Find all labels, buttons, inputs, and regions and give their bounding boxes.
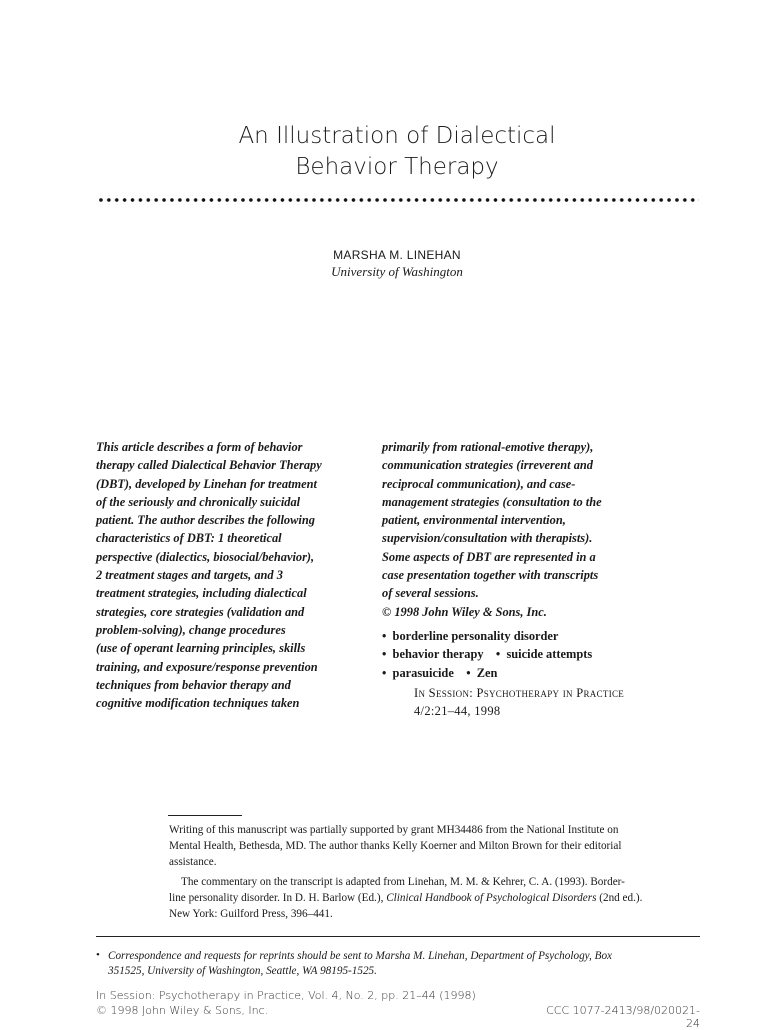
keyword-row [382, 645, 682, 663]
abstract-line: characteristics of DBT: 1 theoretical [96, 531, 282, 546]
keyword: parasuicide [392, 665, 454, 680]
abstract-line: training, and exposure/response prevention [96, 659, 318, 674]
abstract-line: communication strategies (irreverent and [382, 458, 593, 473]
keyword: borderline personality disorder [392, 629, 559, 643]
journal-name: In Session: Psychotherapy in Practice [414, 686, 625, 700]
footnote-block [169, 822, 709, 922]
footnote-book-title: Clinical Handbook of Psychological Disorders [386, 891, 597, 904]
footnote-line: assistance. [169, 856, 217, 869]
abstract-line: patient, environmental intervention, [382, 513, 566, 528]
footnote-text: (2nd ed.). [596, 891, 643, 904]
abstract-line: of several sessions. [382, 586, 479, 601]
article-title-line-1: An Illustration of Dialectical [238, 123, 556, 149]
keyword-row [382, 664, 682, 682]
abstract-line: primarily from rational-emotive therapy), [382, 440, 594, 454]
correspondence-rule [96, 936, 700, 937]
footer-ccc: CCC 1077-2413/98/020021-24 [546, 1004, 700, 1030]
abstract-copyright: © 1998 John Wiley & Sons, Inc. [382, 604, 547, 619]
keywords-list [382, 627, 682, 682]
footnote-line: Mental Health, Bethesda, MD. The author thanks Kelly Koerner and Milton Brown for their editorial [169, 840, 622, 853]
abstract-line: case presentation together with transcripts [382, 568, 599, 583]
footnote-para2-line1: The commentary on the transcript is adapted from Linehan, M. M. & Kehrer, C. A. (1993). Border- [181, 875, 625, 888]
footnote-para2-line3: New York: Guilford Press, 396–441. [169, 908, 333, 921]
journal-citation: 4/2:21–44, 1998 [414, 704, 501, 718]
footnote-para2-line2 [169, 890, 709, 906]
abstract-line: (DBT), developed by Linehan for treatment [96, 476, 317, 491]
abstract-line: techniques from behavior therapy and [96, 677, 291, 692]
bullet-icon: • [96, 949, 100, 961]
abstract-line: patient. The author describes the following [96, 513, 315, 528]
bullet-icon: • [466, 665, 471, 680]
keyword-row [382, 627, 682, 645]
abstract-right-column [382, 438, 682, 621]
correspondence-line-1: Correspondence and requests for reprints should be sent to Marsha M. Linehan, Department of Psychology, Box [108, 950, 613, 962]
abstract-line: (use of operant learning principles, skills [96, 641, 306, 656]
bullet-icon: • [382, 629, 387, 643]
abstract-line: treatment strategies, including dialectical [96, 586, 307, 601]
bullet-icon: • [495, 647, 501, 662]
abstract-line: Some aspects of DBT are represented in a [382, 549, 596, 564]
abstract-line: reciprocal communication), and case- [382, 476, 576, 491]
abstract-left-column [96, 438, 366, 712]
footnote-text: line personality disorder. In D. H. Barlow (Ed.), [169, 891, 387, 904]
author-name: MARSHA M. LINEHAN [333, 248, 461, 262]
keyword: suicide attempts [506, 647, 593, 662]
footer-copyright: © 1998 John Wiley & Sons, Inc. [96, 1004, 269, 1017]
abstract-line: problem-solving), change procedures [96, 622, 286, 637]
dotted-divider [97, 197, 699, 203]
bullet-icon: • [382, 647, 387, 662]
footnote-rule [168, 815, 242, 816]
abstract-line: strategies, core strategies (validation and [96, 604, 305, 619]
article-title-line-2: Behavior Therapy [295, 154, 499, 180]
correspondence-line-2: 351525, University of Washington, Seattle, WA 98195-1525. [108, 965, 377, 977]
author-affiliation: University of Washington [331, 264, 463, 279]
abstract-line: perspective (dialectics, biosocial/behavior), [96, 549, 315, 564]
abstract-line: therapy called Dialectical Behavior Therapy [96, 458, 322, 473]
keyword: behavior therapy [392, 647, 484, 662]
footnote-line: Writing of this manuscript was partially supported by grant MH34486 from the National Institute on [169, 824, 619, 836]
abstract-line: cognitive modification techniques taken [96, 696, 300, 711]
bullet-icon: • [382, 665, 387, 680]
abstract-line: supervision/consultation with therapists). [382, 531, 593, 546]
abstract-line: This article describes a form of behavior [96, 440, 303, 454]
abstract-line: 2 treatment stages and targets, and 3 [96, 568, 283, 583]
keyword: Zen [476, 665, 498, 680]
abstract-line: of the seriously and chronically suicidal [96, 494, 301, 509]
abstract-line: management strategies (consultation to the [382, 494, 602, 509]
footer-journal-line: In Session: Psychotherapy in Practice, Vol. 4, No. 2, pp. 21–44 (1998) [96, 989, 476, 1002]
